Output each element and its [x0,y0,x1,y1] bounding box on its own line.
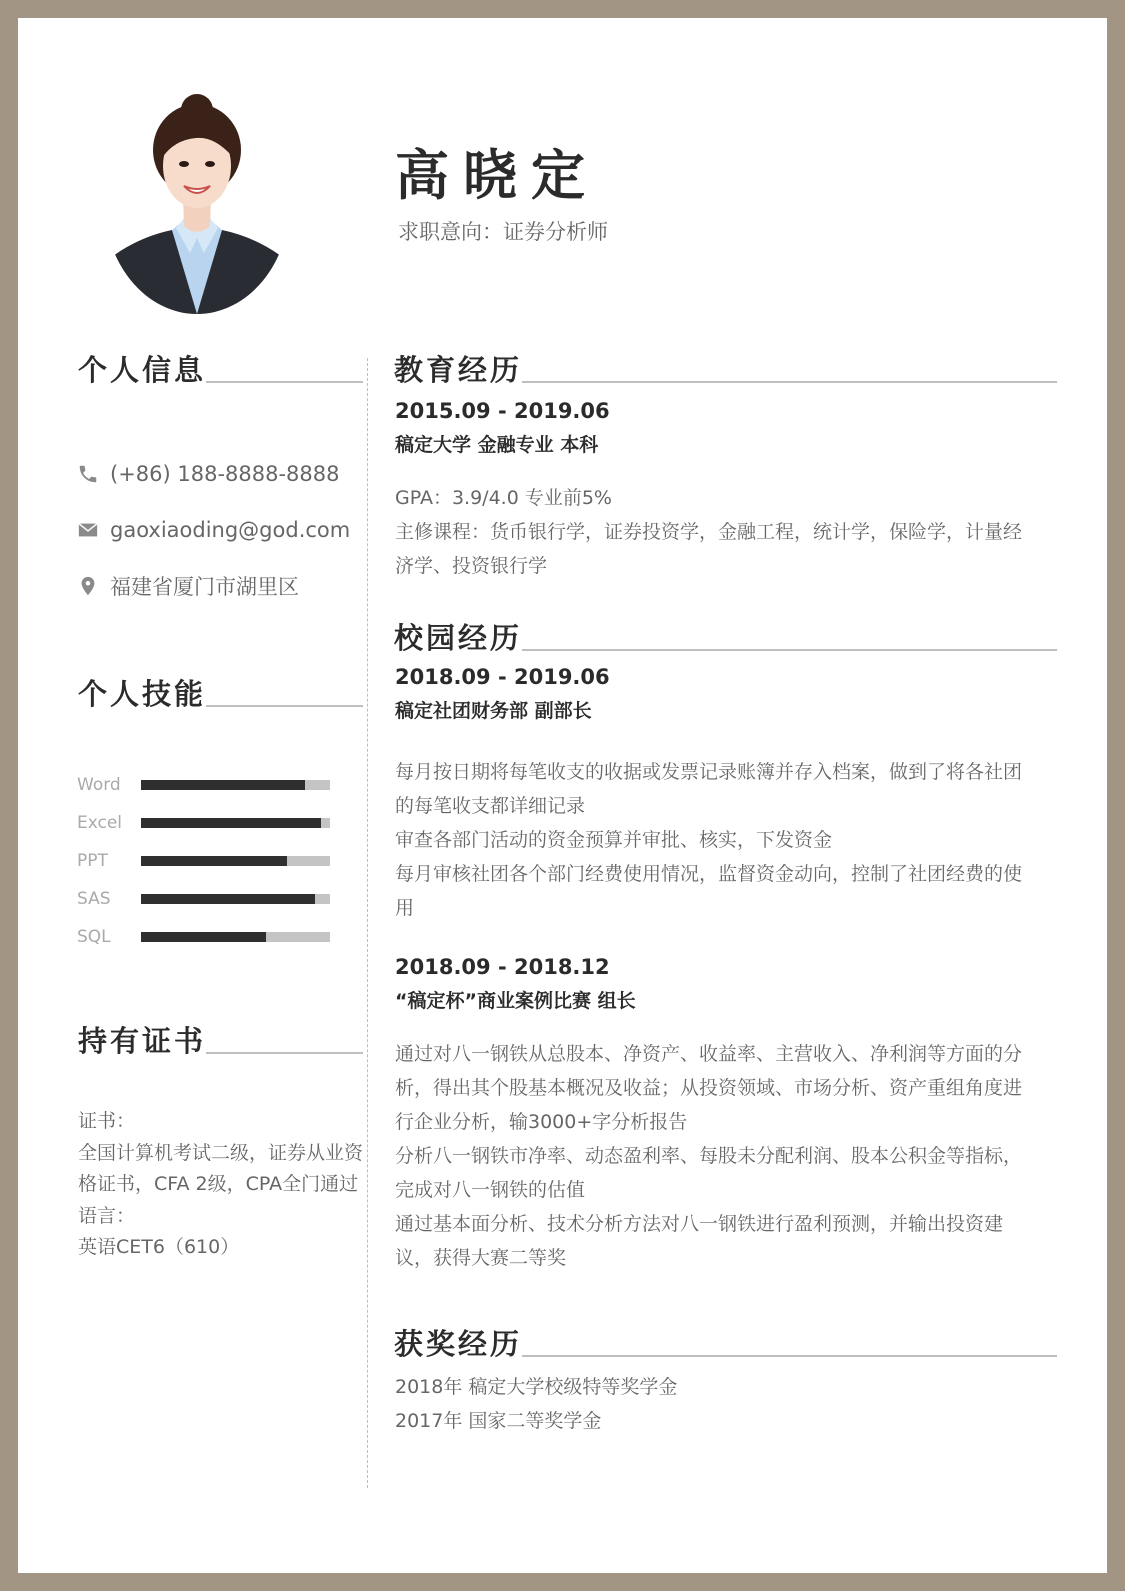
skill-item [77,842,352,880]
skill-item [77,918,352,956]
resume-page [18,18,1107,1573]
cert-line: 全国计算机考试二级，证券从业资格证书，CFA 2级，CPA全门通过 [78,1141,364,1195]
awards-block [395,1370,1040,1438]
campus-line: 每月按日期将每笔收支的收据或发票记录账簿并存入档案，做到了将各社团的每笔收支都详细记录 [395,761,1023,817]
cert-line: 语言： [78,1204,136,1227]
cert-line: 英语CET6（610） [78,1236,240,1258]
skill-label: SAS [77,889,111,909]
section-rule [206,1052,363,1054]
skill-label: SQL [77,927,111,947]
profile-photo [104,88,290,314]
email-text: gaoxiaoding@god.com [110,518,351,542]
education-date: 2015.09 - 2019.06 [395,399,610,423]
contact-phone [76,446,366,502]
location-text: 福建省厦门市湖里区 [110,575,299,599]
section-rule [522,649,1057,651]
cert-line: 证书： [78,1110,136,1132]
skill-label: PPT [77,851,108,871]
skill-list [77,766,352,956]
job-intent: 求职意向：证券分析师 [398,220,608,244]
skill-item [77,804,352,842]
section-title: 个人技能 [78,677,207,711]
contact-email [76,502,366,558]
campus-line: 审查各部门活动的资金预算并审批、核实，下发资金 [395,829,833,851]
candidate-name: 高晓定 [395,144,599,207]
education-line: 主修课程：货币银行学，证券投资学，金融工程，统计学，保险学，计量经济学、投资银行学 [395,521,1023,577]
skill-label: Word [77,775,121,795]
skill-bar-fill [141,932,266,942]
campus-line: 通过对八一钢铁从总股本、净资产、收益率、主营收入、净利润等方面的分析，得出其个股基本概况及收益；从投资领域、市场分析、资产重组角度进行企业分析，输3000+字分析报告 [395,1043,1023,1133]
phone-text: (+86) 188-8888-8888 [110,462,340,486]
section-rule [206,381,363,383]
skill-bar [141,818,330,828]
section-certificates [78,1024,363,1058]
skill-bar [141,780,330,790]
certificates-text [78,1106,363,1264]
campus-role: 稿定社团财务部 副部长 [395,700,592,722]
skill-bar-fill [141,856,287,866]
contact-location [76,558,366,614]
skill-item [77,766,352,804]
campus-date: 2018.09 - 2018.12 [395,955,610,979]
skill-bar [141,932,330,942]
skill-bar-fill [141,894,315,904]
section-rule [522,381,1057,383]
location-icon [76,574,100,598]
skill-item [77,880,352,918]
phone-icon [76,462,100,486]
skill-bar-fill [141,818,321,828]
award-line: 2017年 国家二等奖学金 [395,1410,602,1432]
section-personal-info [78,353,363,387]
education-line: GPA：3.9/4.0 专业前5% [395,487,612,509]
section-campus [394,621,1057,655]
skill-bar [141,894,330,904]
campus-role: “稿定杯”商业案例比赛 组长 [395,990,636,1012]
section-title: 个人信息 [78,353,207,387]
section-rule [522,1355,1057,1357]
campus-line: 分析八一钢铁市净率、动态盈利率、每股未分配利润、股本公积金等指标，完成对八一钢铁的估值 [395,1145,1023,1201]
section-title: 持有证书 [78,1024,207,1058]
campus-line: 每月审核社团各个部门经费使用情况，监督资金动向，控制了社团经费的使用 [395,863,1023,919]
column-divider [367,358,368,1488]
section-title: 校园经历 [394,621,523,655]
skill-bar [141,856,330,866]
section-education [394,353,1057,387]
contact-list [76,446,366,614]
award-line: 2018年 稿定大学校级特等奖学金 [395,1376,678,1398]
section-awards [394,1327,1057,1361]
campus-line: 通过基本面分析、技术分析方法对八一钢铁进行盈利预测，并输出投资建议，获得大赛二等奖 [395,1213,1004,1269]
skill-label: Excel [77,813,123,833]
section-skills [78,677,363,711]
section-title: 获奖经历 [394,1327,523,1361]
education-school: 稿定大学 金融专业 本科 [395,434,599,456]
email-icon [76,518,100,542]
section-rule [206,705,363,707]
section-title: 教育经历 [394,353,523,387]
education-block [395,394,1040,583]
campus-item [395,950,1040,1275]
campus-item [395,660,1040,925]
skill-bar-fill [141,780,305,790]
campus-date: 2018.09 - 2019.06 [395,665,610,689]
